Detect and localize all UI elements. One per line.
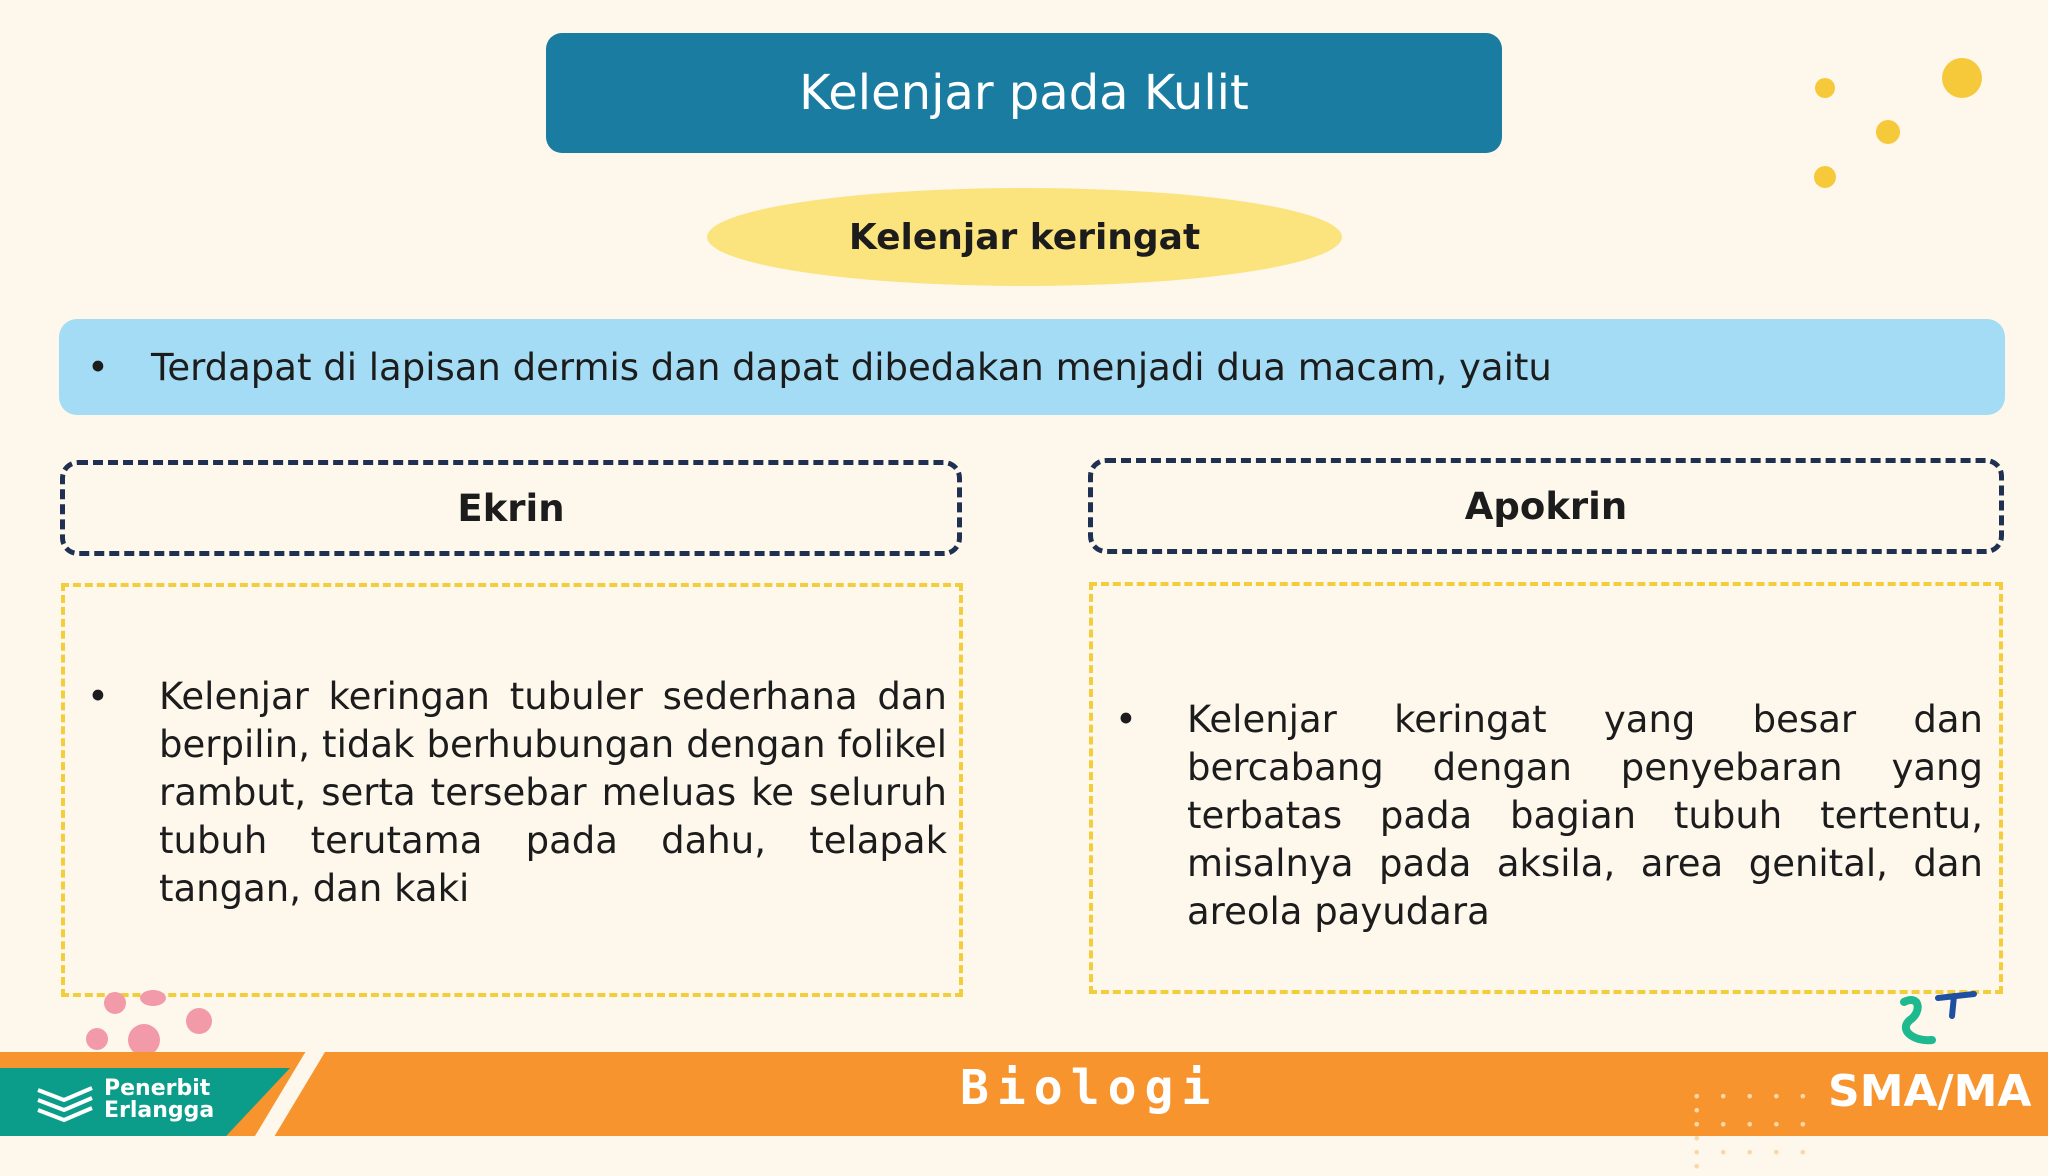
decor-dot [1876, 120, 1900, 144]
bullet: • [1115, 698, 1137, 741]
squiggle-icon [1890, 990, 1990, 1060]
column-text-apokrin: Kelenjar keringat yang besar dan bercabang dengan penyebaran yang terbatas pada bagian tubuh tertentu, misalnya pada aksila, area genital, dan areola payudara [1187, 698, 1983, 933]
decor-dot [140, 990, 166, 1006]
column-heading-ekrin: Ekrin [457, 486, 565, 530]
book-stack-icon [34, 1080, 96, 1124]
decor-dot [86, 1028, 108, 1050]
column-header-ekrin [60, 460, 962, 556]
school-level-label: SMA/MA [1828, 1066, 2032, 1117]
section-subtitle [707, 188, 1342, 286]
decor-dot [1942, 58, 1982, 98]
intro-banner [59, 319, 2005, 415]
subject-label: Biologi [960, 1060, 1219, 1116]
column-text-ekrin: Kelenjar keringan tubuler sederhana dan berpilin, tidak berhubungan dengan folikel rambut, serta tersebar meluas ke seluruh tubuh terutama pada dahu, telapak tangan, dan kaki [159, 675, 947, 910]
section-subtitle-text: Kelenjar keringat [848, 216, 1201, 258]
column-heading-apokrin: Apokrin [1464, 484, 1628, 528]
intro-bullet: • [87, 345, 109, 389]
bullet: • [87, 675, 109, 718]
column-body-apokrin [1089, 582, 2003, 994]
column-body-ekrin [61, 583, 963, 997]
slide-title-text: Kelenjar pada Kulit [799, 65, 1249, 121]
decor-dot [1815, 78, 1835, 98]
decor-dot [104, 992, 126, 1014]
publisher-name [104, 1078, 224, 1122]
footer-dot-pattern: • • • • • • • • • • • • • • • • • • [1692, 1087, 1814, 1176]
publisher-line-1: Penerbit [104, 1076, 211, 1101]
slide-title [546, 33, 1502, 153]
decor-dot [186, 1008, 212, 1034]
column-header-apokrin [1088, 458, 2004, 554]
decor-dot [1814, 166, 1836, 188]
publisher-line-2: Erlangga [104, 1098, 215, 1123]
intro-text: Terdapat di lapisan dermis dan dapat dibedakan menjadi dua macam, yaitu [151, 345, 1552, 389]
